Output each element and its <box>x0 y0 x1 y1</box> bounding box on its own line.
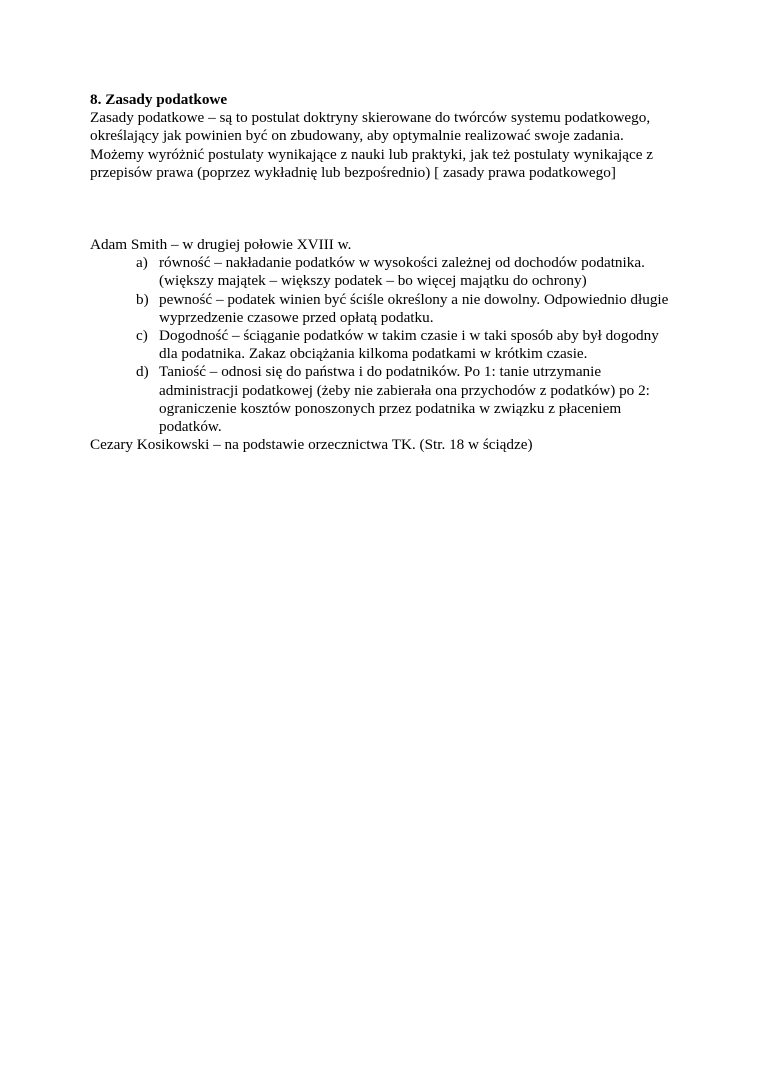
smith-intro-line: Adam Smith – w drugiej połowie XVIII w. <box>90 236 352 254</box>
intro-paragraph: Zasady podatkowe – są to postulat doktryny skierowane do twórców systemu podatkowego, określający jak powinien być on zbudowany, aby optymalnie realizować swoje zadania. Możemy wyróżnić postulaty wynikające z nauki lub praktyki, jak też postulaty wynikające z przepisów prawa (poprzez wykładnię lub bezpośrednio) [ zasady prawa podatkowego] <box>90 109 654 181</box>
list-marker: c) <box>136 327 148 345</box>
list-item <box>90 327 680 363</box>
list-marker: d) <box>136 363 149 381</box>
list-item-text: Taniość – odnosi się do państwa i do podatników. Po 1: tanie utrzymanie administracji podatkowej (żeby nie zabierała ona przychodów z podatków) po 2: ograniczenie kosztów ponoszonych przez podatnika w związku z płaceniem podatków. <box>159 363 650 436</box>
blank-space <box>90 182 680 236</box>
list-item-text: równość – nakładanie podatków w wysokości zależnej od dochodów podatnika. (większy majątek – większy podatek – bo więcej majątku do ochrony) <box>159 254 645 290</box>
section-heading: 8. Zasady podatkowe <box>90 91 228 108</box>
list-item <box>90 254 680 290</box>
list-item-text: pewność – podatek winien być ściśle określony a nie dowolny. Odpowiednio długie wyprzedzenie czasowe przed opłatą podatku. <box>159 290 669 326</box>
list-marker: b) <box>136 290 149 308</box>
list-item-text: Dogodność – ściąganie podatków w takim czasie i w taki sposób aby był dogodny dla podatnika. Zakaz obciążania kilkoma podatkami w krótkim czasie. <box>159 327 659 363</box>
tax-principles-list <box>90 254 680 436</box>
document-body <box>90 91 680 454</box>
list-item <box>90 363 680 436</box>
list-marker: a) <box>136 254 148 272</box>
list-item <box>90 291 680 327</box>
closing-line: Cezary Kosikowski – na podstawie orzecznictwa TK. (Str. 18 w ściądze) <box>90 436 533 454</box>
